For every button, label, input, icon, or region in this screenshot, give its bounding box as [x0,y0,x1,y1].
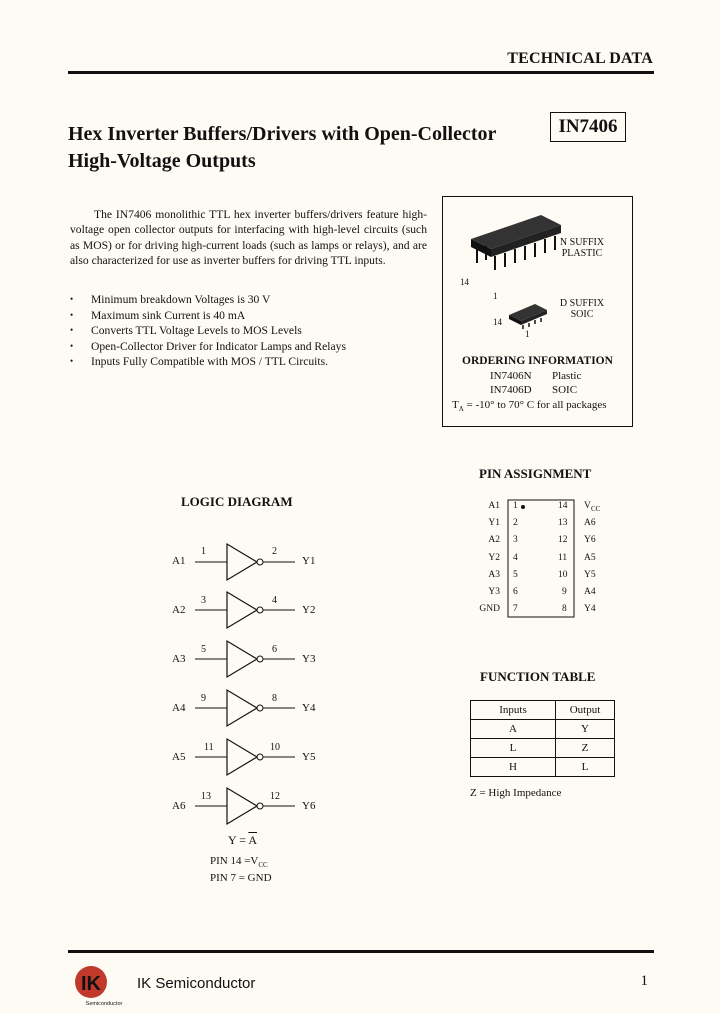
gate-output-pin: 12 [270,791,280,802]
inverter-gate-1 [195,544,295,580]
gate-output-pin: 6 [272,644,277,655]
gate-output-label: Y6 [302,800,316,812]
pin14-sub: CC [258,861,268,870]
package-info-box [442,196,633,427]
header-label: TECHNICAL DATA [507,50,653,67]
ordering-info-title: ORDERING INFORMATION [462,355,613,367]
gate-output-pin: 2 [272,546,277,557]
gate-output-pin: 4 [272,595,277,606]
inverter-gate-3 [195,641,295,677]
table-cell: L [556,758,615,777]
pin-number-right: 14 [558,501,568,511]
gate-output-label: Y3 [302,653,316,665]
soic-pin14-label: 14 [493,317,502,327]
ordering-row-2-pkg: SOIC [552,384,578,396]
dip-pin1-label: 1 [493,291,498,301]
gate-input-pin: 13 [201,791,211,802]
logic-diagram-title: LOGIC DIAGRAM [181,494,293,509]
pin-number-left: 6 [513,587,518,597]
table-row [471,739,615,758]
pin-number-left: 2 [513,518,518,529]
n-suffix-label [551,237,613,259]
ordering-row-1-part: IN7406N [490,370,532,382]
gate-output-label: Y5 [302,751,316,763]
function-table-title: FUNCTION TABLE [480,669,596,684]
gate-input-pin: 3 [201,595,206,606]
equation-var: $\overline{A}$ [248,833,257,847]
company-name: IK Semiconductor [137,975,256,992]
gate-input-pin: 11 [204,742,214,753]
ordering-row-2-part: IN7406D [490,384,532,396]
pin-name-right: A6 [584,518,596,529]
gate-input-label: A2 [172,604,186,616]
pin-number-left: 1 [513,501,518,511]
d-suffix-text: D SUFFIX [559,298,605,309]
soic-pin1-label: 1 [525,329,530,339]
feature-text: Converts TTL Voltage Levels to MOS Levels [91,324,302,338]
pin-number-right: 11 [558,552,568,563]
pin-name-left: GND [479,604,500,615]
pin-name-left: A1 [488,501,500,511]
pin-name-right: Y6 [584,535,596,546]
inverter-gate-2 [195,592,295,628]
feature-item [70,308,346,324]
page-title [68,121,496,175]
feature-text: Minimum breakdown Voltages is 30 V [91,293,271,306]
gate-output-label: Y4 [302,702,316,714]
table-row [471,758,615,777]
feature-list [70,292,346,370]
ta-symbol: T [452,399,459,411]
table-cell: Y [556,720,615,739]
gate-output-pin: 10 [270,742,280,753]
feature-item [70,323,346,339]
pin7-note: PIN 7 = GND [210,872,272,885]
logic-equation [228,833,257,848]
power-pin-notes [210,855,272,885]
title-line-1: Hex Inverter Buffers/Drivers with Open-Collector [68,123,497,145]
feature-item [70,339,346,355]
temp-text: = -10° to 70° C for all packages [466,399,607,411]
part-number-box: IN7406 [550,112,626,142]
feature-text: Maximum sink Current is 40 mA [91,308,246,322]
intro-paragraph: The IN7406 monolithic TTL hex inverter buffers/drivers feature high-voltage open collector outputs for interfacing with high-level circuits (such as MOS) or for driving high-current loads (such as lamps or relays), and are also characterized for use as inverter buffers for driving TTL inputs. [70,208,427,267]
table-cell: Z [556,739,615,758]
n-type-text: PLASTIC [561,248,603,259]
feature-item [70,292,346,308]
gate-input-pin: 1 [201,546,206,557]
pin-number-right: 9 [562,587,567,597]
pin-assignment-title: PIN ASSIGNMENT [479,466,592,481]
pin-name-left: A2 [488,535,500,546]
d-type-text: SOIC [570,309,594,320]
pin-number-left: 7 [513,604,518,615]
pin-name-left: Y1 [488,518,500,529]
pin-name-sub: CC [591,505,601,513]
gate-input-label: A5 [172,751,186,763]
dip-pin14-label: 14 [460,277,469,287]
header-rule [68,71,654,74]
gate-output-pin: 8 [272,693,277,704]
d-suffix-label [551,298,613,320]
table-cell: A [471,720,556,739]
n-suffix-text: N SUFFIX [559,237,605,248]
pin14-note [210,855,272,872]
footer-rule [68,950,654,953]
table-cell: H [471,758,556,777]
gate-input-label: A6 [172,800,186,812]
ordering-row-1-pkg: Plastic [552,370,582,382]
pin-name-left: Y3 [488,587,500,597]
gate-input-label: A3 [172,653,186,665]
pin-number-right: 13 [558,518,568,529]
company-logo [74,962,134,1008]
pin-name-right: Y5 [584,569,596,580]
pin-name-right: A4 [584,587,596,597]
feature-text: Inputs Fully Compatible with MOS / TTL Circuits. [91,355,329,369]
page-number: 1 [640,973,648,989]
pin-number-left: 4 [513,552,518,563]
table-row [471,701,615,720]
title-line-2: High-Voltage Outputs [68,150,256,172]
pin-name-right: Y4 [584,604,596,615]
function-table-note: Z = High Impedance [470,787,562,799]
table-header-inputs: Inputs [471,701,556,720]
equation-left: Y = [228,833,249,847]
pin-name-right: V [584,501,591,511]
feature-text: Open-Collector Driver for Indicator Lamps and Relays [91,339,346,353]
ordering-temp-range [452,399,607,413]
pin14-prefix: PIN 14 =V [210,855,259,867]
gate-output-label: Y1 [302,555,316,567]
pin-number-right: 10 [558,569,568,580]
pin-number-left: 3 [513,535,518,546]
dip-package-icon [471,215,561,270]
feature-item [70,354,346,370]
table-row [471,720,615,739]
inverter-gate-4 [195,690,295,726]
soic-package-icon [509,304,547,329]
gate-output-label: Y2 [302,604,316,616]
ta-sub: A [458,405,464,414]
logic-diagram [185,540,300,830]
gate-input-label: A1 [172,555,186,567]
logo-mark: IK [81,973,101,995]
pin-name-right: A5 [584,552,596,563]
gate-input-pin: 5 [201,644,206,655]
table-header-output: Output [556,701,615,720]
pin-name-left: Y2 [488,552,500,563]
pin-number-right: 8 [562,604,567,615]
pin-name-left: A3 [488,569,500,580]
table-cell: L [471,739,556,758]
logo-sub: Semiconductor [85,1001,123,1007]
gate-input-pin: 9 [201,693,206,704]
function-table [470,700,615,777]
pin-number-left: 5 [513,569,518,580]
gate-input-label: A4 [172,702,186,714]
pin-number-right: 12 [558,535,568,546]
